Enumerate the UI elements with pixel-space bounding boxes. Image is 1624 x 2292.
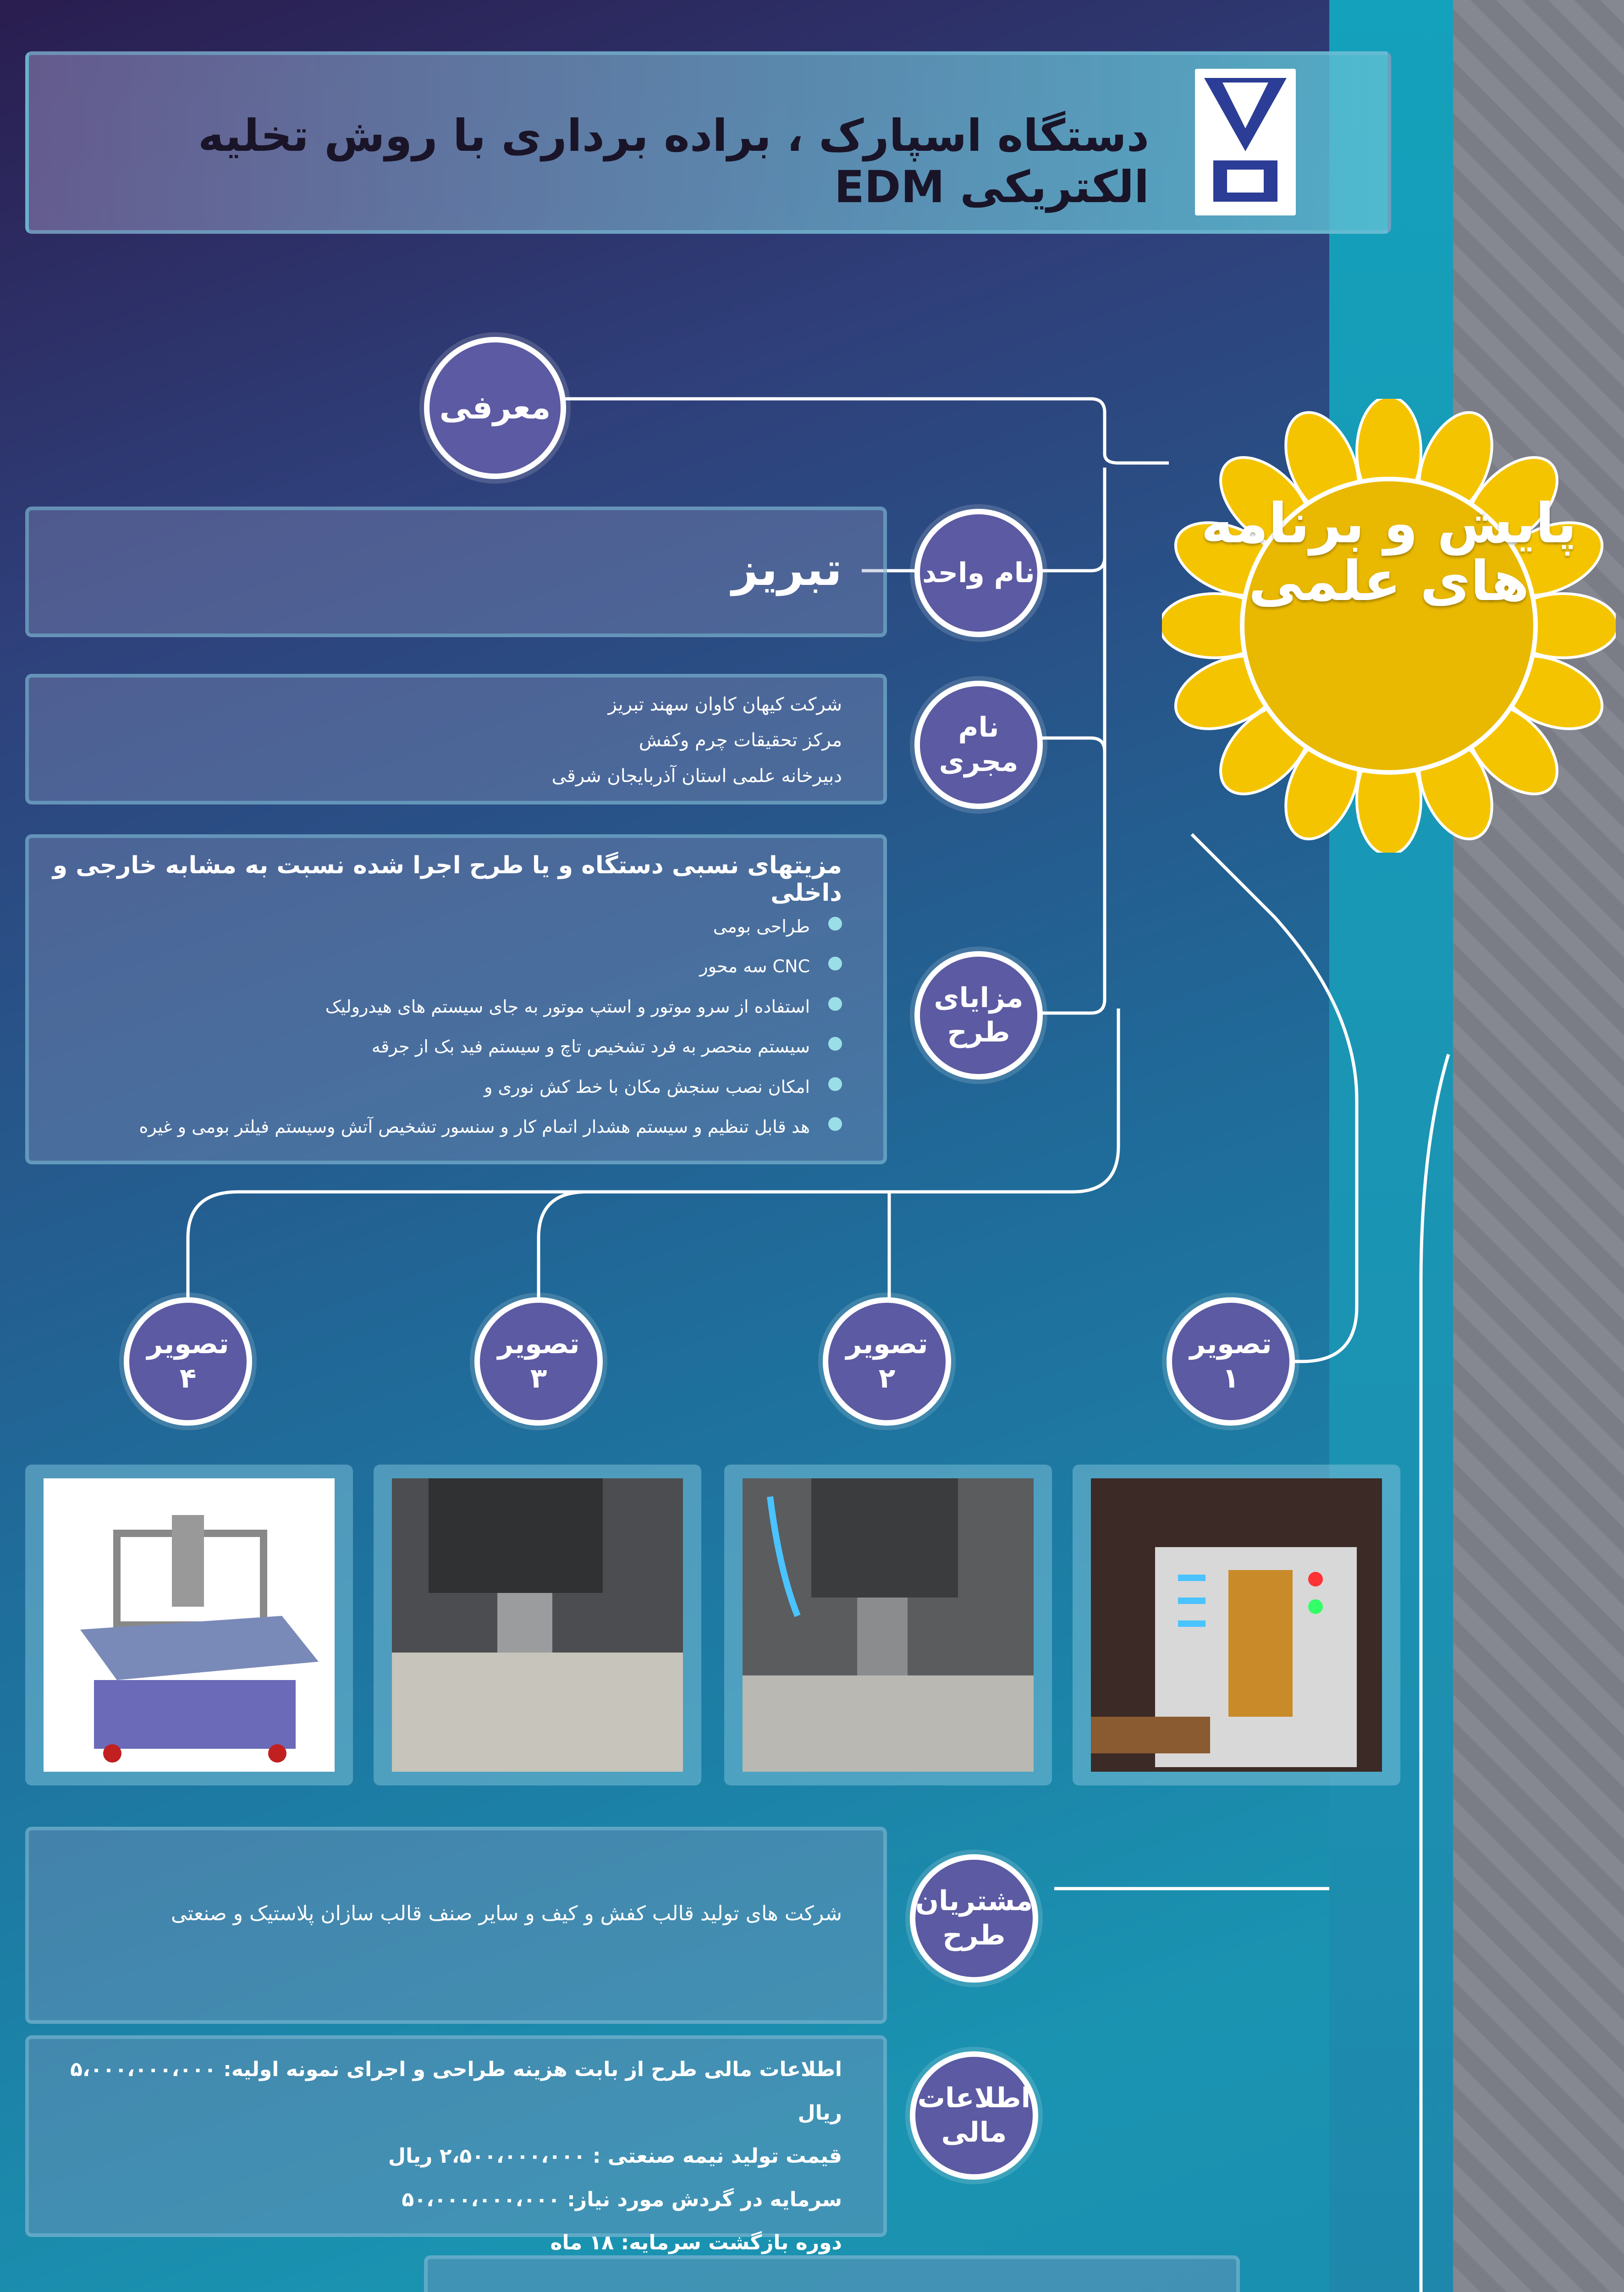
customers-label: مشتریان طرح bbox=[915, 1885, 1033, 1951]
finance-line: سرمایه در گردش مورد نیاز: ۵۰،۰۰۰،۰۰۰،۰۰۰ bbox=[402, 2187, 842, 2211]
sun-flower-icon bbox=[1162, 399, 1616, 853]
finance-label: اطلاعات مالی bbox=[917, 2082, 1031, 2149]
executor-panel bbox=[25, 674, 887, 804]
image1-num: ۱ bbox=[1222, 1362, 1239, 1394]
machine-cad-render bbox=[44, 1478, 335, 1772]
benefit-item: سیستم منحصر به فرد تشخیص تاچ و سیستم فید بک از جرقه bbox=[139, 1027, 842, 1067]
benefits-list bbox=[139, 907, 842, 1147]
benefits-label: مزایای طرح bbox=[934, 982, 1024, 1048]
executor-line: شرکت کیهان کاوان سهند تبریز bbox=[608, 694, 842, 715]
unit-panel bbox=[25, 507, 887, 637]
image4-num: ۴ bbox=[179, 1362, 197, 1394]
benefit-item: CNC سه محور bbox=[139, 947, 842, 986]
executor-line: دبیرخانه علمی استان آذربایجان شرقی bbox=[551, 766, 842, 787]
summary-panel bbox=[424, 2255, 1240, 2292]
image1-frame bbox=[1073, 1465, 1400, 1785]
image3-circle bbox=[474, 1297, 603, 1426]
unit-circle bbox=[914, 509, 1043, 637]
finance-line: قیمت تولید نیمه صنعتی : ۲،۵۰۰،۰۰۰،۰۰۰ ریال bbox=[388, 2144, 842, 2168]
customers-text: شرکت های تولید قالب کفش و کیف و سایر صنف قالب سازان پلاستیک و صنعتی bbox=[171, 1902, 842, 1925]
executor-circle bbox=[914, 681, 1043, 809]
benefit-item: استفاده از سرو موتور و استپ موتور به جای سیستم های هیدرولیک bbox=[139, 987, 842, 1027]
executor-label: نام مجری bbox=[939, 711, 1018, 778]
image2-label: تصویر bbox=[846, 1328, 928, 1360]
finance-panel bbox=[25, 2035, 887, 2255]
badge-title: پایش و برنامه های علمی bbox=[1201, 492, 1577, 613]
image2-circle bbox=[823, 1297, 951, 1426]
finance-line: دوره بازگشت سرمایه: ۱۸ ماه bbox=[550, 2231, 842, 2255]
header-banner bbox=[25, 51, 1391, 234]
image3-label: تصویر bbox=[497, 1328, 580, 1360]
image2-frame bbox=[724, 1465, 1052, 1785]
image2-num: ۲ bbox=[878, 1362, 896, 1394]
image1-circle bbox=[1167, 1297, 1295, 1426]
benefit-item: هد قابل تنظیم و سیستم هشدار اتمام کار و سنسور تشخیص آتش وسیستم فیلتر بومی و غیره bbox=[139, 1107, 842, 1147]
customers-panel bbox=[25, 1827, 887, 2024]
benefits-circle bbox=[914, 951, 1043, 1080]
image3-frame bbox=[374, 1465, 701, 1785]
image1-label: تصویر bbox=[1189, 1328, 1272, 1360]
image4-frame bbox=[25, 1465, 353, 1785]
benefit-item: طراحی بومی bbox=[139, 907, 842, 947]
university-logo-icon bbox=[1195, 69, 1296, 215]
executor-line: مرکز تحقیقات چرم وکفش bbox=[639, 730, 842, 751]
benefit-item: امکان نصب سنجش مکان با خط کش نوری و bbox=[139, 1067, 842, 1107]
image4-label: تصویر bbox=[147, 1328, 229, 1360]
image4-circle bbox=[124, 1297, 252, 1426]
electrode-closeup-photo bbox=[392, 1478, 683, 1772]
customers-circle bbox=[910, 1854, 1038, 1983]
summary-line bbox=[428, 2277, 1209, 2292]
page-title: دستگاه اسپارک ، براده برداری با روش تخلیه الکتریکی EDM bbox=[198, 110, 1149, 213]
executor-lines bbox=[552, 687, 842, 794]
intro-label: معرفی bbox=[439, 389, 551, 427]
benefits-title: مزیتهای نسبی دستگاه و یا طرح اجرا شده نسبت به مشابه خارجی و داخلی bbox=[52, 852, 842, 907]
unit-value: تبریز bbox=[732, 542, 842, 596]
finance-line: اطلاعات مالی طرح از بابت هزینه طراحی و اجرای نمونه اولیه: ۵،۰۰۰،۰۰۰،۰۰۰ ریال bbox=[70, 2058, 842, 2125]
image3-num: ۳ bbox=[530, 1362, 547, 1394]
control-panel-photo bbox=[1091, 1478, 1382, 1772]
finance-circle bbox=[910, 2051, 1038, 2180]
summary-lines bbox=[428, 2277, 1209, 2292]
benefits-panel bbox=[25, 834, 887, 1164]
intro-circle bbox=[424, 337, 566, 479]
unit-label: نام واحد bbox=[922, 556, 1035, 589]
edm-machining-photo bbox=[743, 1478, 1034, 1772]
finance-lines bbox=[29, 2048, 842, 2265]
